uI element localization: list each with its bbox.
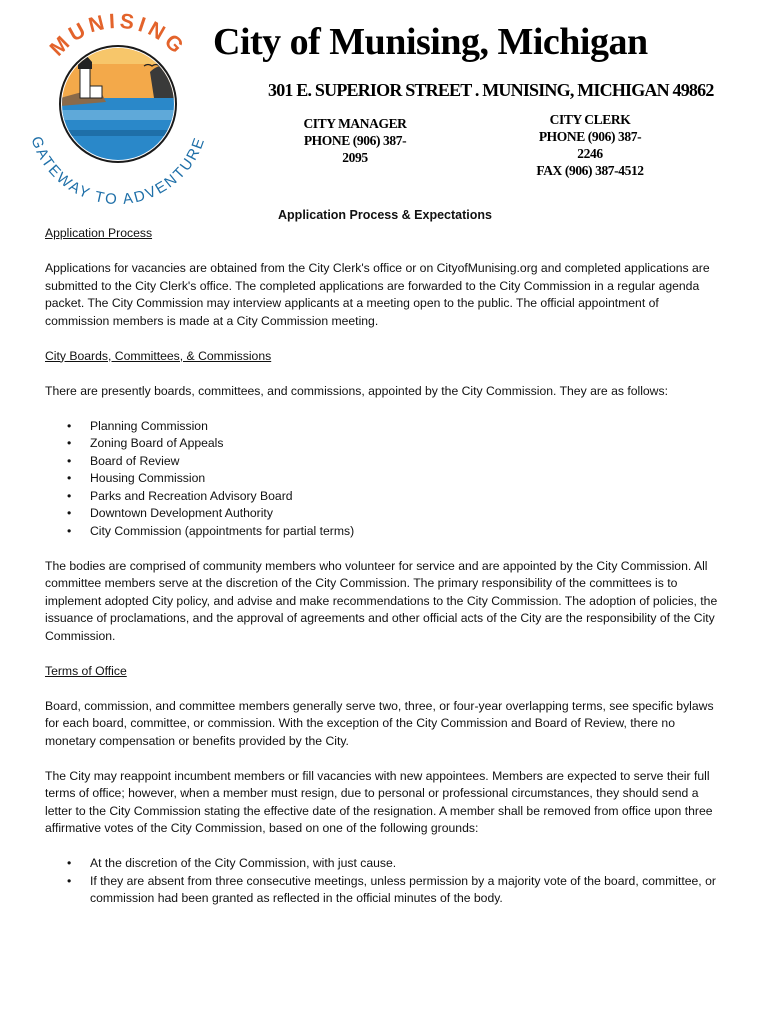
city-manager-contact xyxy=(290,115,420,166)
paragraph-boards-intro: There are presently boards, committees, and commissions, appointed by the City Commission. They are as follows: xyxy=(45,383,668,398)
city-seal-logo xyxy=(20,2,216,212)
logo-top-text: MUNISING xyxy=(45,9,191,61)
page-title: City of Munising, Michigan xyxy=(213,21,648,63)
list-item: • City Commission (appointments for partial terms) xyxy=(45,523,725,541)
list-item: • Planning Commission xyxy=(45,418,725,436)
city-address: 301 E. SUPERIOR STREET . MUNISING, MICHIGAN 49862 xyxy=(268,80,714,100)
list-item: • Parks and Recreation Advisory Board xyxy=(45,488,725,506)
list-item: • At the discretion of the City Commission, with just cause. xyxy=(45,855,725,873)
city-manager-phone-line2: 2095 xyxy=(342,150,368,165)
list-item: • Downtown Development Authority xyxy=(45,505,725,523)
section-heading-terms: Terms of Office xyxy=(45,663,127,678)
city-clerk-phone-line2: 2246 xyxy=(577,146,603,161)
city-manager-phone-line1: PHONE (906) 387- xyxy=(303,133,407,148)
list-item: • Zoning Board of Appeals xyxy=(45,435,725,453)
paragraph-terms-removal: The City may reappoint incumbent members or fill vacancies with new appointees. Members are expected to serve their full terms of office; however, when a member must resign, due to personal or professional circumstances, they should send a letter to the City Commission stating the effective date of the resignation. A member shall be removed from office upon three affirmative votes of the City Commission, based on one of the following grounds: xyxy=(45,768,713,835)
list-item: • Board of Review xyxy=(45,453,725,471)
list-item: • Housing Commission xyxy=(45,470,725,488)
paragraph-boards-description: The bodies are comprised of community members who volunteer for service and are appointed by the City Commission. All committee members serve at the discretion of the City Commission. The primary responsibility of the committees is to implement adopted City policy, and advise and make recommendations to the City Commission. The adoption of policies, the issuance of proclamations, and the approval of agreements and other official acts of the City are the responsibility of the City Commission. xyxy=(45,558,718,643)
city-clerk-phone-line1: PHONE (906) 387- xyxy=(538,129,642,144)
city-manager-label: CITY MANAGER xyxy=(303,116,407,131)
paragraph-terms-length: Board, commission, and committee members generally serve two, three, or four-year overlapping terms, see specific bylaws for each board, committee, or commission. With the exception of the City Commission and Board of Review, there no monetary compensation or benefits provided by the City. xyxy=(45,698,714,748)
city-clerk-fax: FAX (906) 387-4512 xyxy=(536,163,644,178)
removal-grounds-list xyxy=(45,855,725,908)
document-body xyxy=(45,225,725,925)
city-clerk-contact xyxy=(520,111,660,179)
section-heading-application-process: Application Process xyxy=(45,226,153,240)
paragraph-application-process: Applications for vacancies are obtained from the City Clerk's office or on CityofMunising.org and completed applications are submitted to the City Clerk's office. The completed applications are forwarded to the City Commission in a regular agenda packet. The City Commission may interview applicants at a meeting open to the public. The official appointment of commission members is made at a City Commission meeting. xyxy=(45,261,710,328)
boards-list xyxy=(45,418,725,541)
logo-bottom-text: GATEWAY TO ADVENTURE xyxy=(27,134,209,209)
section-heading-boards: City Boards, Committees, & Commissions xyxy=(45,348,272,363)
city-clerk-label: CITY CLERK xyxy=(549,112,631,127)
document-title: Application Process & Expectations xyxy=(278,208,492,222)
list-item: • If they are absent from three consecutive meetings, unless permission by a majority vote of the board, committee, or commission had been granted as reflected in the official minutes of the body. xyxy=(45,873,725,908)
